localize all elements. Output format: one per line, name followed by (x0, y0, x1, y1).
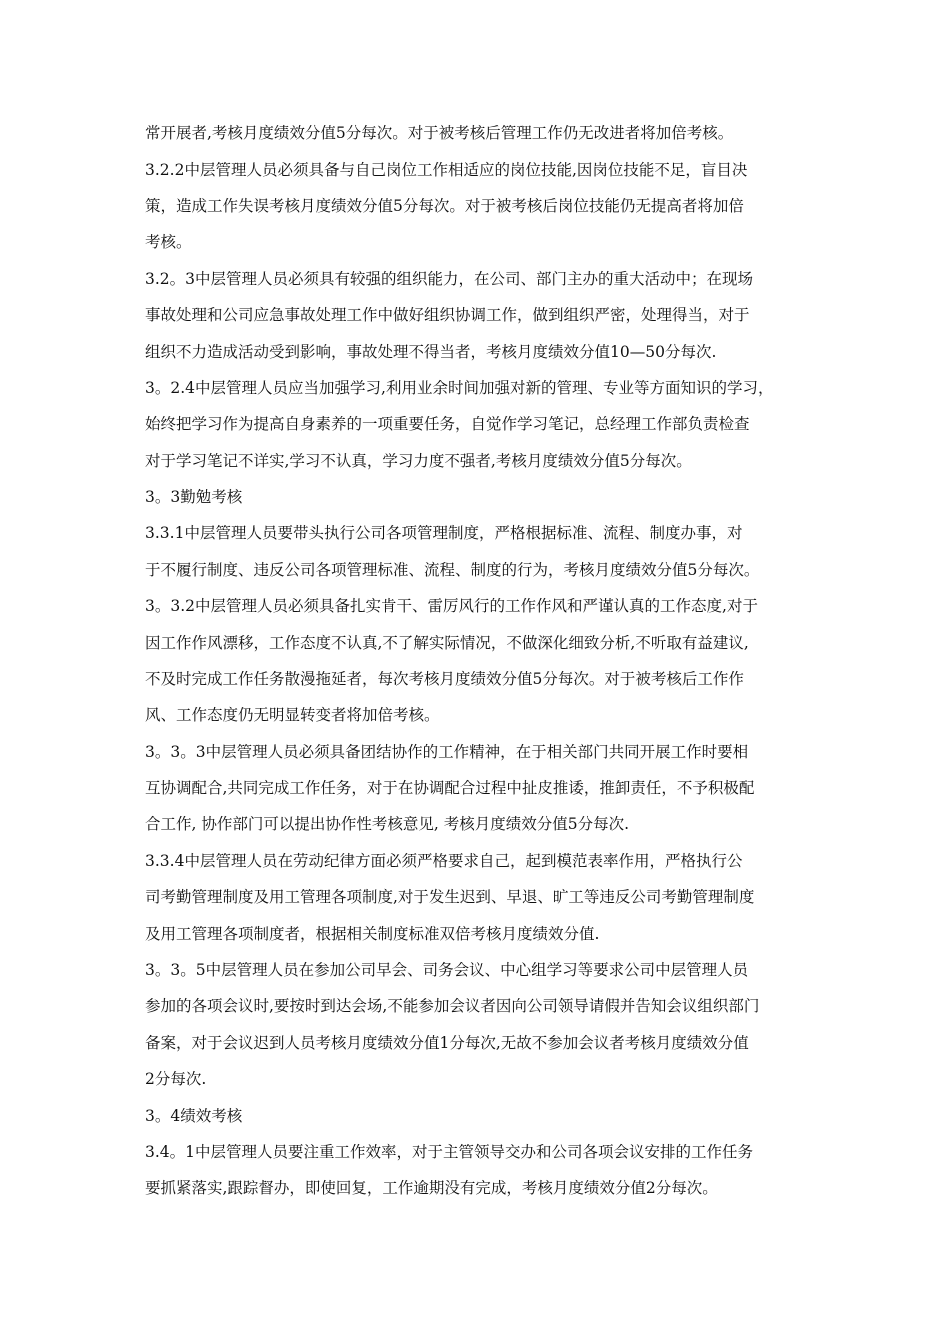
text-line: 及用工管理各项制度者，根据相关制度标准双倍考核月度绩效分值. (145, 925, 600, 943)
text-line: 于不履行制度、违反公司各项管理标准、流程、制度的行为，考核月度绩效分值5分每次。 (145, 561, 760, 579)
text-line: 2分每次. (145, 1070, 207, 1088)
text-line: 策，造成工作失误考核月度绩效分值5分每次。对于被考核后岗位技能仍无提高者将加倍 (145, 197, 744, 215)
text-line: 要抓紧落实,跟踪督办，即使回复，工作逾期没有完成，考核月度绩效分值2分每次。 (145, 1179, 718, 1197)
text-line: 3。2.4中层管理人员应当加强学习,利用业余时间加强对新的管理、专业等方面知识的学习， (145, 379, 774, 397)
text-line: 互协调配合,共同完成工作任务，对于在协调配合过程中扯皮推诿，推卸责任，不予积极配 (145, 779, 755, 797)
text-line: 3.3.4中层管理人员在劳动纪律方面必须严格要求自己，起到模范表率作用，严格执行公 (145, 852, 743, 870)
text-line: 3.3.1中层管理人员要带头执行公司各项管理制度，严格根据标准、流程、制度办事，对 (145, 524, 743, 542)
text-line: 3.2.2中层管理人员必须具备与自己岗位工作相适应的岗位技能,因岗位技能不足，盲目决 (145, 161, 748, 179)
section-heading: 3。4绩效考核 (145, 1107, 243, 1125)
text-line: 3.2。3中层管理人员必须具有较强的组织能力，在公司、部门主办的重大活动中；在现场 (145, 270, 754, 288)
text-line: 3。3。5中层管理人员在参加公司早会、司务会议、中心组学习等要求公司中层管理人员 (145, 961, 749, 979)
text-line: 风、工作态度仍无明显转变者将加倍考核。 (145, 706, 440, 724)
text-line: 常开展者,考核月度绩效分值5分每次。对于被考核后管理工作仍无改进者将加倍考核。 (145, 124, 734, 142)
text-line: 考核。 (145, 233, 192, 251)
text-line: 组织不力造成活动受到影响，事故处理不得当者，考核月度绩效分值10—50分每次. (145, 343, 717, 361)
text-line: 3.4。1中层管理人员要注重工作效率，对于主管领导交办和公司各项会议安排的工作任务 (145, 1143, 754, 1161)
text-line: 参加的各项会议时,要按时到达会场,不能参加会议者因向公司领导请假并告知会议组织部门 (145, 997, 760, 1015)
text-line: 3。3。3中层管理人员必须具备团结协作的工作精神，在于相关部门共同开展工作时要相 (145, 743, 749, 761)
text-line: 备案，对于会议迟到人员考核月度绩效分值1分每次,无故不参加会议者考核月度绩效分值 (145, 1034, 749, 1052)
text-line: 3。3.2中层管理人员必须具备扎实肯干、雷厉风行的工作作风和严谨认真的工作态度,对于 (145, 597, 758, 615)
text-line: 合工作, 协作部门可以提出协作性考核意见, 考核月度绩效分值5分每次. (145, 815, 629, 833)
section-heading: 3。3勤勉考核 (145, 488, 243, 506)
text-line: 因工作作风漂移，工作态度不认真,不了解实际情况，不做深化细致分析,不听取有益建议, (145, 634, 749, 652)
text-line: 司考勤管理制度及用工管理各项制度,对于发生迟到、早退、旷工等违反公司考勤管理制度 (145, 888, 755, 906)
text-line: 事故处理和公司应急事故处理工作中做好组织协调工作，做到组织严密，处理得当，对于 (145, 306, 750, 324)
text-line: 不及时完成工作任务散漫拖延者，每次考核月度绩效分值5分每次。对于被考核后工作作 (145, 670, 744, 688)
text-line: 对于学习笔记不详实,学习不认真，学习力度不强者,考核月度绩效分值5分每次。 (145, 452, 692, 470)
text-line: 始终把学习作为提高自身素养的一项重要任务，自觉作学习笔记，总经理工作部负责检查 (145, 415, 750, 433)
